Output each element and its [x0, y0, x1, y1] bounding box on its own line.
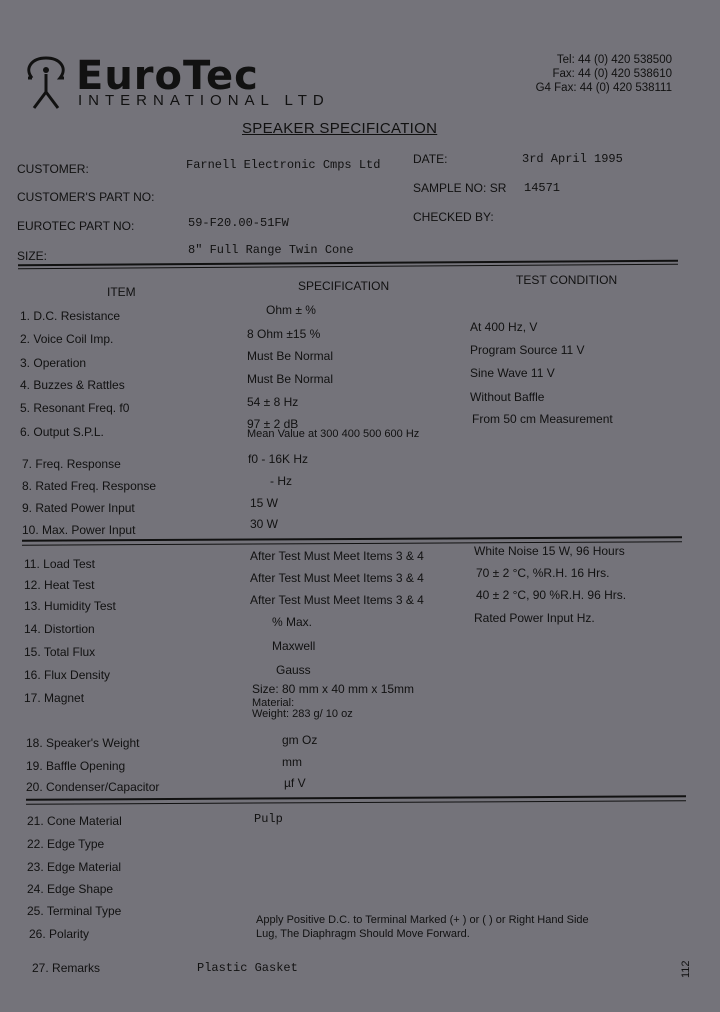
item-cond: Without Baffle	[470, 390, 545, 404]
item-spec: 97 ± 2 dB	[247, 417, 299, 431]
item-spec-note: Mean Value at 300 400 500 600 Hz	[247, 428, 420, 440]
item-row: 13. Humidity Test	[24, 599, 116, 613]
item-row: 10. Max. Power Input	[22, 523, 136, 537]
divider	[26, 800, 686, 804]
item-spec: mm	[282, 755, 302, 769]
item-row: 21. Cone Material	[27, 814, 122, 828]
col-specification: SPECIFICATION	[298, 279, 390, 293]
date-value: 3rd April 1995	[522, 152, 623, 166]
item-cond: From 50 cm Measurement	[472, 412, 613, 426]
item-row: 27. Remarks	[32, 961, 101, 975]
item-spec: f0 - 16K Hz	[248, 452, 309, 466]
item-spec: 54 ± 8 Hz	[247, 395, 299, 409]
item-spec: Gauss	[276, 663, 311, 677]
item-row: 14. Distortion	[24, 622, 95, 636]
page-title: SPEAKER SPECIFICATION	[242, 120, 438, 137]
item-spec: 15 W	[250, 496, 279, 510]
page-number: 112	[680, 960, 692, 978]
item-spec: After Test Must Meet Items 3 & 4	[250, 571, 424, 585]
item-row: 22. Edge Type	[27, 837, 105, 851]
item-row: 4. Buzzes & Rattles	[20, 378, 125, 392]
item-row: 2. Voice Coil Imp.	[20, 332, 114, 346]
item-spec: gm Oz	[282, 733, 318, 747]
col-test-condition: TEST CONDITION	[516, 273, 618, 287]
item-row: 8. Rated Freq. Response	[22, 479, 157, 493]
item-spec-weight: Weight: 283 g/ 10 oz	[252, 708, 353, 720]
item-row: 6. Output S.P.L.	[20, 425, 104, 439]
size-value: 8" Full Range Twin Cone	[188, 243, 354, 257]
item-spec: Ohm ± %	[266, 303, 316, 317]
item-cond: 70 ± 2 °C, %R.H. 16 Hrs.	[476, 566, 610, 580]
item-spec: Pulp	[254, 812, 283, 826]
item-spec: µf V	[284, 776, 306, 790]
item-spec: 30 W	[250, 517, 279, 531]
tel: Tel: 44 (0) 420 538500	[556, 54, 672, 66]
customer-label: CUSTOMER:	[17, 162, 89, 176]
item-spec-note: Lug, The Diaphragm Should Move Forward.	[256, 928, 470, 940]
item-row: 19. Baffle Opening	[26, 759, 126, 773]
date-label: DATE:	[413, 152, 448, 166]
item-row: 24. Edge Shape	[27, 882, 114, 896]
col-item: ITEM	[107, 285, 136, 299]
size-label: SIZE:	[17, 249, 48, 263]
item-row: 12. Heat Test	[24, 578, 95, 592]
item-spec: Must Be Normal	[247, 349, 334, 363]
item-row: 25. Terminal Type	[27, 904, 122, 918]
item-row: 20. Condenser/Capacitor	[26, 780, 160, 794]
item-spec: Size: 80 mm x 40 mm x 15mm	[252, 682, 415, 696]
item-row: 7. Freq. Response	[22, 457, 121, 471]
item-row: 23. Edge Material	[27, 860, 122, 874]
customer-part-label: CUSTOMER'S PART NO:	[17, 190, 155, 204]
customer-value: Farnell Electronic Cmps Ltd	[186, 158, 381, 172]
company-sub: INTERNATIONAL LTD	[78, 92, 330, 109]
item-spec: After Test Must Meet Items 3 & 4	[250, 549, 424, 563]
item-row: 3. Operation	[20, 356, 87, 370]
company-name: EuroTec	[76, 53, 259, 99]
item-cond: Program Source 11 V	[470, 343, 585, 357]
item-cond: Sine Wave 11 V	[470, 366, 555, 380]
item-spec: - Hz	[270, 474, 292, 488]
item-row: 18. Speaker's Weight	[26, 736, 140, 750]
item-cond: 40 ± 2 °C, 90 %R.H. 96 Hrs.	[476, 588, 627, 602]
eurotec-part-label: EUROTEC PART NO:	[17, 219, 135, 233]
omega-figure-icon	[26, 56, 66, 110]
item-spec: Plastic Gasket	[197, 961, 298, 975]
eurotec-part-value: 59-F20.00-51FW	[188, 216, 289, 230]
item-row: 15. Total Flux	[24, 645, 96, 659]
item-cond: At 400 Hz, V	[470, 320, 538, 334]
item-spec-material: Material:	[252, 697, 295, 709]
item-row: 1. D.C. Resistance	[20, 309, 121, 323]
item-spec: Apply Positive D.C. to Terminal Marked (+ ) or ( ) or Right Hand Side	[256, 914, 589, 926]
item-spec: 8 Ohm ±15 %	[247, 327, 321, 341]
g4-fax: G4 Fax: 44 (0) 420 538111	[535, 82, 672, 94]
item-row: 17. Magnet	[24, 691, 85, 705]
item-cond: Rated Power Input Hz.	[474, 611, 595, 625]
item-row: 9. Rated Power Input	[22, 501, 135, 515]
item-row: 26. Polarity	[29, 927, 90, 941]
contact-block	[536, 53, 672, 95]
item-row: 11. Load Test	[24, 557, 95, 571]
item-row: 16. Flux Density	[24, 668, 111, 682]
item-spec: Maxwell	[272, 639, 316, 653]
sample-label: SAMPLE NO: SR	[413, 181, 507, 195]
item-row: 5. Resonant Freq. f0	[20, 401, 130, 415]
fax: Fax: 44 (0) 420 538610	[552, 68, 672, 80]
item-spec: % Max.	[272, 615, 313, 629]
item-spec: Must Be Normal	[247, 372, 334, 386]
item-cond: White Noise 15 W, 96 Hours	[474, 544, 625, 558]
item-spec: After Test Must Meet Items 3 & 4	[250, 593, 424, 607]
checked-by-label: CHECKED BY:	[413, 210, 494, 224]
sample-value: 14571	[524, 181, 561, 195]
